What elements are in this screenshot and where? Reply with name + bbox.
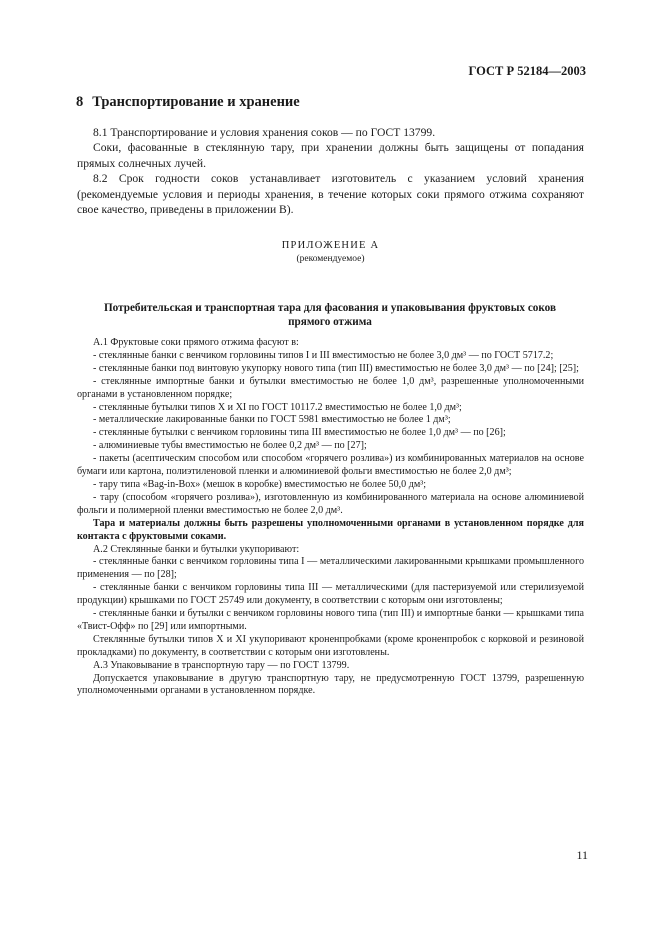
list-item: - стеклянные бутылки типов Х и ХI по ГОСТ 10117.2 вместимостью не более 1,0 дм³; xyxy=(93,401,462,413)
list-item: - стеклянные банки с венчиком горловины типа I — металлическими лакированными крышками промышленного применения — по [28]; xyxy=(77,556,584,581)
paragraph: А.3 Упаковывание в транспортную тару — по ГОСТ 13799. xyxy=(93,659,350,671)
section-title xyxy=(76,94,300,111)
paragraph: А.1 Фруктовые соки прямого отжима фасуют в: xyxy=(93,337,299,348)
list-item: - стеклянные импортные банки и бутылки вместимостью не более 1,0 дм³, разрешенные уполномоченными органами в установленном порядке; xyxy=(77,375,584,400)
paragraph: 8.2 Срок годности соков устанавливает изготовитель с указанием условий хранения (рекомендуемые условия и периоды хранения, в течение которых соки прямого отжима сохраняют свое качество, приведены в приложении В). xyxy=(77,172,584,217)
paragraph: Стеклянные бутылки типов Х и ХI укупоривают кроненпробками (кроме кроненпробок с корковой и резиновой прокладками) по документу, в соответствии с которым они изготовлены. xyxy=(77,633,584,658)
section-title-text: Транспортирование и хранение xyxy=(92,94,300,110)
section-8-body xyxy=(77,125,584,217)
list-item: - стеклянные банки под винтовую укупорку нового типа (тип III) вместимостью не более 3,0 дм³ — по [24]; [25]; xyxy=(93,362,579,374)
list-item: - стеклянные банки и бутылки с венчиком горловины нового типа (тип III) и импортные банки — крышками типа «Твист-Офф» по [29] или импортными. xyxy=(77,608,584,632)
list-item: - тару (способом «горячего розлива»), изготовленную из комбинированного материала на основе алюминиевой фольги и полимерной пленки вместимостью не более 2,0 дм³. xyxy=(77,491,584,516)
list-item: - алюминиевые тубы вместимостью не более 0,2 дм³ — по [27]; xyxy=(93,440,367,452)
paragraph: 8.1 Транспортирование и условия хранения соков — по ГОСТ 13799. xyxy=(93,126,436,139)
list-item: - стеклянные банки с венчиком горловины типа III — металлическими (для пастеризуемой или стерилизуемой продукции) крышками по ГОСТ 25749 или документу, в соответствии с которым они изготовлены; xyxy=(77,582,584,607)
appendix-title: Потребительская и транспортная тара для фасования и упаковывания фруктовых соков прямого отжима xyxy=(103,302,557,328)
document-header: ГОСТ Р 52184—2003 xyxy=(468,64,586,78)
paragraph: Допускается упаковывание в другую транспортную тару, не предусмотренную ГОСТ 13799, разрешенную уполномоченными органами в установленном порядке. xyxy=(77,672,584,697)
page-number: 11 xyxy=(576,848,588,862)
paragraph: Соки, фасованные в стеклянную тару, при хранении должны быть защищены от попадания прямых солнечных лучей. xyxy=(77,141,584,170)
appendix-label: ПРИЛОЖЕНИЕ А xyxy=(281,240,380,251)
list-item: - тару типа «Bag-in-Box» (мешок в коробке) вместимостью не более 50,0 дм³; xyxy=(93,478,427,490)
appendix-body xyxy=(77,337,584,698)
list-item: - стеклянные бутылки с венчиком горловины типа III вместимостью не более 1,0 дм³ — по [26]; xyxy=(93,427,506,439)
section-number: 8 xyxy=(76,94,84,110)
paragraph: А.2 Стеклянные банки и бутылки укупоривают: xyxy=(93,543,300,555)
paragraph: Тара и материалы должны быть разрешены уполномоченными органами в установленном порядке для контакта с фруктовыми соками. xyxy=(77,517,584,542)
appendix-note: (рекомендуемое) xyxy=(296,254,365,264)
list-item: - металлические лакированные банки по ГОСТ 5981 вместимостью не более 1 дм³; xyxy=(93,414,451,426)
list-item: - пакеты (асептическим способом или способом «горячего розлива») из комбинированных материалов на основе бумаги или картона, полиэтиленовой пленки и алюминиевой фольги вместимостью не более 2,0 дм³; xyxy=(77,453,584,478)
list-item: - стеклянные банки с венчиком горловины типов I и III вместимостью не более 3,0 дм³ — по ГОСТ 5717.2; xyxy=(93,349,554,361)
